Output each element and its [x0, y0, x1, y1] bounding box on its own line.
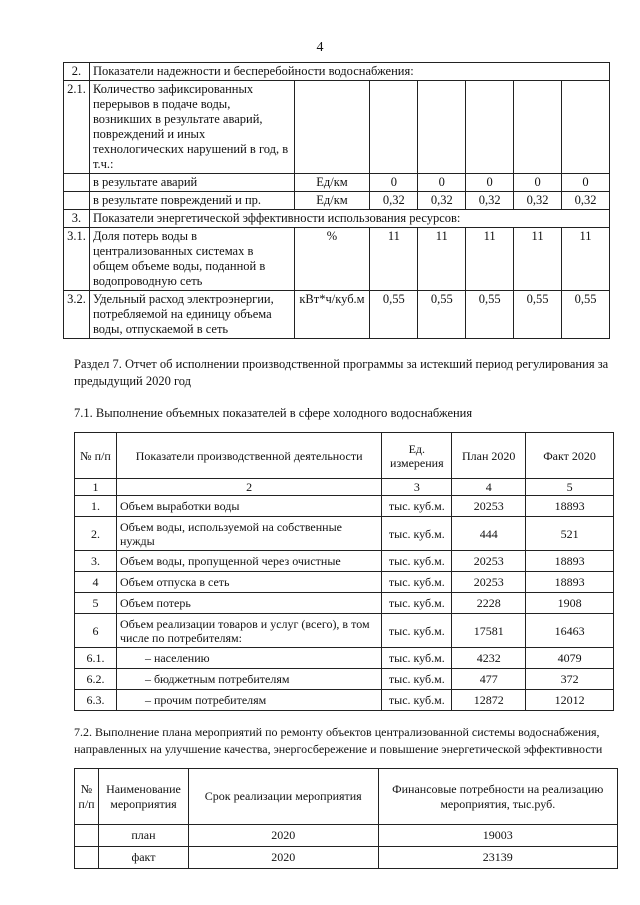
fact-value: 12012 [526, 690, 614, 711]
indicator-row [64, 174, 610, 192]
value-cell: 0 [418, 174, 466, 192]
plan-value: 12872 [452, 690, 526, 711]
indicator-label: Объем реализации товаров и услуг (всего), в том числе по потребителям: [116, 614, 381, 648]
value-cell: 0,55 [514, 291, 562, 339]
value-cell: 0,55 [466, 291, 514, 339]
value-cell [370, 81, 418, 174]
row-number: 6.3. [75, 690, 117, 711]
table3-header-term: Срок реализации мероприятия [188, 769, 378, 825]
indicator-row [64, 81, 610, 174]
value-cell: 0,32 [370, 192, 418, 210]
value-cell [466, 81, 514, 174]
row-number: 4 [75, 572, 117, 593]
indicator-label: Объем воды, пропущенной через очистные [116, 551, 381, 572]
indicator-label: Доля потерь воды в централизованных системах в общем объеме воды, поданной в водопроводную сеть [89, 228, 294, 291]
unit-cell: тыс. куб.м. [382, 572, 452, 593]
value-cell: 0 [466, 174, 514, 192]
unit-cell: тыс. куб.м. [382, 648, 452, 669]
row-number [64, 174, 90, 192]
table-row [75, 572, 614, 593]
plan-value: 17581 [452, 614, 526, 648]
table2-colnum: 2 [116, 479, 381, 496]
value-cell [514, 81, 562, 174]
indicator-label: Объем потерь [116, 593, 381, 614]
indicator-label: – населению [116, 648, 381, 669]
page-number: 4 [316, 40, 324, 55]
plan-value: 4232 [452, 648, 526, 669]
value-cell: 0,32 [418, 192, 466, 210]
fact-value: 18893 [526, 572, 614, 593]
indicator-label: Объем отпуска в сеть [116, 572, 381, 593]
section-label: Показатели надежности и бесперебойности водоснабжения: [89, 63, 609, 81]
table-row [75, 690, 614, 711]
row-number [64, 192, 90, 210]
indicator-label: – прочим потребителям [116, 690, 381, 711]
value-cell: 0 [514, 174, 562, 192]
measure-term: 2020 [188, 825, 378, 847]
fact-value: 4079 [526, 648, 614, 669]
unit-cell: тыс. куб.м. [382, 669, 452, 690]
table-row [75, 669, 614, 690]
table2-header-num: № п/п [75, 433, 117, 479]
reliability-indicators-table [63, 62, 610, 339]
unit-cell [294, 81, 370, 174]
indicator-label: в результате аварий [89, 174, 294, 192]
indicator-label: Объем выработки воды [116, 496, 381, 517]
table-row [75, 648, 614, 669]
unit-cell: тыс. куб.м. [382, 517, 452, 551]
row-number: 3.2. [64, 291, 90, 339]
unit-cell: Ед/км [294, 192, 370, 210]
unit-cell: тыс. куб.м. [382, 614, 452, 648]
table2-header-indicator: Показатели производственной деятельности [116, 433, 381, 479]
row-number: 3. [75, 551, 117, 572]
value-cell: 11 [466, 228, 514, 291]
value-cell: 11 [370, 228, 418, 291]
table2-header-plan: План 2020 [452, 433, 526, 479]
table-row [75, 593, 614, 614]
measure-term: 2020 [188, 847, 378, 869]
indicator-label: Удельный расход электроэнергии, потребляемой на единицу объема воды, отпускаемой в сеть [89, 291, 294, 339]
value-cell: 0,32 [562, 192, 610, 210]
measure-name: план [98, 825, 188, 847]
section-7-title: Раздел 7. Отчет об исполнении производственной программы за истекший период регулирования за предыдущий 2020 год [74, 357, 609, 388]
measure-name: факт [98, 847, 188, 869]
row-number: 2. [75, 517, 117, 551]
section-row [64, 63, 610, 81]
unit-cell: кВт*ч/куб.м [294, 291, 370, 339]
row-number: 2.1. [64, 81, 90, 174]
table-row [75, 517, 614, 551]
table2-colnum: 4 [452, 479, 526, 496]
section-label: Показатели энергетической эффективности использования ресурсов: [89, 210, 609, 228]
unit-cell: тыс. куб.м. [382, 551, 452, 572]
plan-value: 444 [452, 517, 526, 551]
value-cell: 0,32 [466, 192, 514, 210]
table2-colnum: 1 [75, 479, 117, 496]
value-cell: 0,32 [514, 192, 562, 210]
table2-header-row [75, 433, 614, 479]
value-cell: 11 [418, 228, 466, 291]
plan-value: 20253 [452, 572, 526, 593]
value-cell: 0,55 [418, 291, 466, 339]
fact-value: 18893 [526, 496, 614, 517]
row-number: 1. [75, 496, 117, 517]
table3-header-row [75, 769, 618, 825]
table-row [75, 825, 618, 847]
table3-heading: 7.2. Выполнение плана мероприятий по ремонту объектов централизованной системы водоснабжения, направленных на улучшение качества, энергосбережение и повышение энергетической эффективности [74, 725, 603, 756]
measure-finance: 23139 [378, 847, 617, 869]
fact-value: 372 [526, 669, 614, 690]
unit-cell: тыс. куб.м. [382, 690, 452, 711]
indicator-label: – бюджетным потребителям [116, 669, 381, 690]
unit-cell: тыс. куб.м. [382, 496, 452, 517]
table-row [75, 551, 614, 572]
table3-header-finance: Финансовые потребности на реализацию мероприятия, тыс.руб. [378, 769, 617, 825]
plan-value: 477 [452, 669, 526, 690]
value-cell: 11 [562, 228, 610, 291]
indicator-row [64, 192, 610, 210]
value-cell: 0 [562, 174, 610, 192]
table2-heading: 7.1. Выполнение объемных показателей в сфере холодного водоснабжения [74, 406, 473, 420]
plan-value: 20253 [452, 496, 526, 517]
value-cell [562, 81, 610, 174]
table2-header-fact: Факт 2020 [526, 433, 614, 479]
table2-colnum: 5 [526, 479, 614, 496]
table-row [75, 847, 618, 869]
table-row [75, 496, 614, 517]
value-cell: 0,55 [370, 291, 418, 339]
fact-value: 16463 [526, 614, 614, 648]
indicator-row [64, 228, 610, 291]
fact-value: 1908 [526, 593, 614, 614]
section-row [64, 210, 610, 228]
unit-cell: % [294, 228, 370, 291]
table3-header-num: № п/п [75, 769, 99, 825]
row-number: 2. [64, 63, 90, 81]
fact-value: 18893 [526, 551, 614, 572]
row-number: 3.1. [64, 228, 90, 291]
plan-value: 2228 [452, 593, 526, 614]
volume-indicators-table [74, 432, 614, 711]
table2-header-unit: Ед. измерения [382, 433, 452, 479]
table2-colnum: 3 [382, 479, 452, 496]
plan-value: 20253 [452, 551, 526, 572]
indicator-row [64, 291, 610, 339]
indicator-label: Объем воды, используемой на собственные нужды [116, 517, 381, 551]
row-number: 6.1. [75, 648, 117, 669]
value-cell: 0 [370, 174, 418, 192]
row-number: 6.2. [75, 669, 117, 690]
row-number: 5 [75, 593, 117, 614]
row-number [75, 847, 99, 869]
row-number: 6 [75, 614, 117, 648]
unit-cell: тыс. куб.м. [382, 593, 452, 614]
row-number [75, 825, 99, 847]
measure-finance: 19003 [378, 825, 617, 847]
repair-plan-table [74, 768, 618, 869]
unit-cell: Ед/км [294, 174, 370, 192]
value-cell: 0,55 [562, 291, 610, 339]
indicator-label: Количество зафиксированных перерывов в подаче воды, возникших в результате аварий, повреждений и иных технологических нарушений в год, в т.ч.: [89, 81, 294, 174]
value-cell: 11 [514, 228, 562, 291]
table3-header-name: Наименование мероприятия [98, 769, 188, 825]
value-cell [418, 81, 466, 174]
table2-colnum-row [75, 479, 614, 496]
fact-value: 521 [526, 517, 614, 551]
row-number: 3. [64, 210, 90, 228]
indicator-label: в результате повреждений и пр. [89, 192, 294, 210]
table-row [75, 614, 614, 648]
